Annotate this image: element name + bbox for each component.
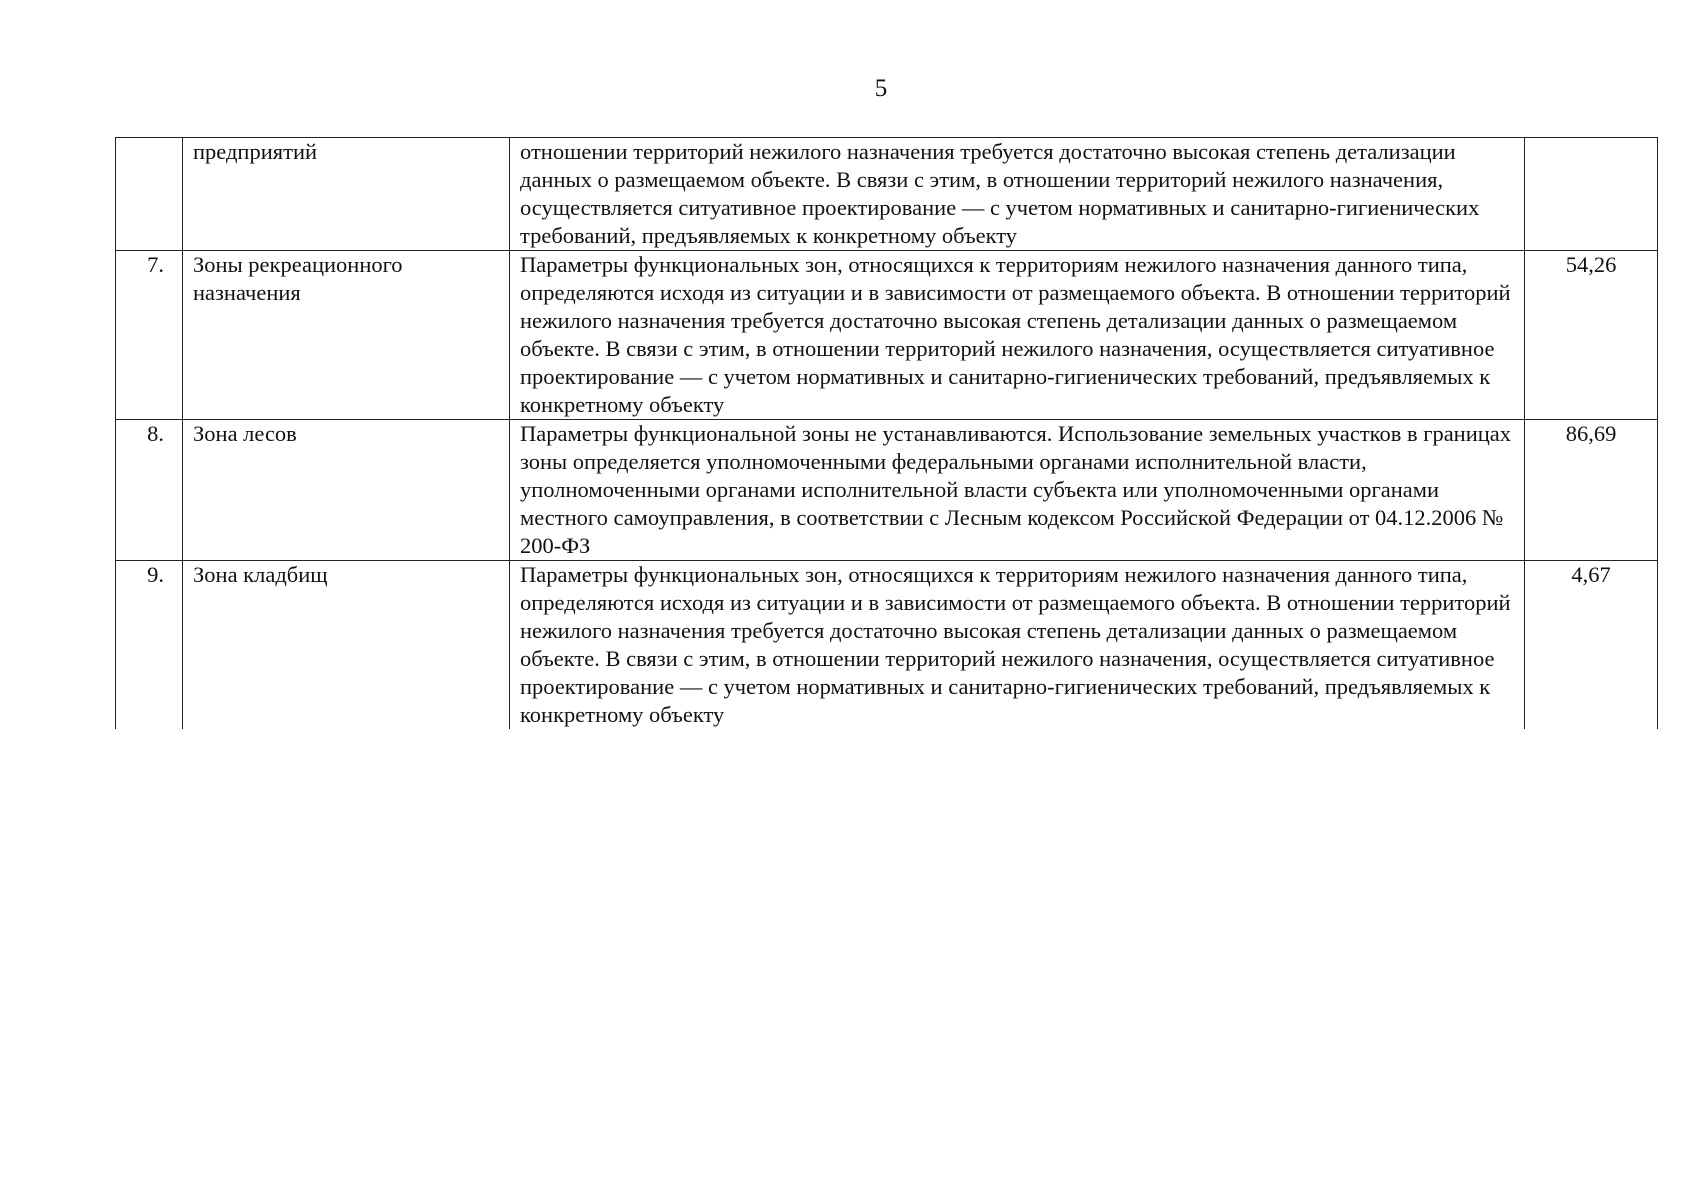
zone-area: 86,69 <box>1565 421 1617 446</box>
row-number-cell <box>116 251 183 420</box>
zone-name: предприятий <box>193 139 318 164</box>
zone-area: 54,26 <box>1565 252 1617 277</box>
zone-name-cell <box>183 251 510 420</box>
zone-area-cell <box>1525 561 1658 730</box>
zone-area-cell <box>1525 251 1658 420</box>
zone-description-cell <box>510 420 1525 561</box>
zone-area-cell <box>1525 420 1658 561</box>
row-number: 9. <box>147 562 164 587</box>
zone-name: Зона лесов <box>193 421 297 446</box>
table-row <box>116 420 1658 561</box>
zone-description: Параметры функциональной зоны не устанавливаются. Использование земельных участков в границах зоны определяется уполномоченными федеральными органами исполнительной власти, уполномоченными органами исполнительной власти субъекта или уполномоченными органами местного самоуправления, в соответствии с Лесным кодексом Российской Федерации от 04.12.2006 № 200-ФЗ <box>520 421 1512 558</box>
row-number-cell <box>116 420 183 561</box>
row-number-cell <box>116 138 183 251</box>
zone-area-cell <box>1525 138 1658 251</box>
zone-description: Параметры функциональных зон, относящихся к территориям нежилого назначения данного типа, определяются исходя из ситуации и в зависимости от размещаемого объекта. В отношении территорий нежилого назначения требуется достаточно высокая степень детализации данных о размещаемом объекте. В связи с этим, в отношении территорий нежилого назначения, осуществляется ситуативное проектирование — с учетом нормативных и санитарно-гигиенических требований, предъявляемых к конкретному объекту <box>520 562 1511 727</box>
zone-description-cell <box>510 138 1525 251</box>
zone-description: отношении территорий нежилого назначения требуется достаточно высокая степень детализации данных о размещаемом объекте. В связи с этим, в отношении территорий нежилого назначения, осуществляется ситуативное проектирование — с учетом нормативных и санитарно-гигиенических требований, предъявляемых к конкретному объекту <box>520 139 1480 248</box>
zone-name: Зона кладбищ <box>193 562 328 587</box>
zone-name-cell <box>183 138 510 251</box>
table-row <box>116 561 1658 730</box>
zone-area: 4,67 <box>1571 562 1611 587</box>
zone-name-cell <box>183 420 510 561</box>
table-row <box>116 251 1658 420</box>
row-number-cell <box>116 561 183 730</box>
zone-name-cell <box>183 561 510 730</box>
zone-name: Зоны рекреационного назначения <box>193 252 403 305</box>
page-number: 5 <box>874 75 888 102</box>
zones-table <box>115 137 1658 729</box>
zone-description-cell <box>510 561 1525 730</box>
table-row <box>116 138 1658 251</box>
zone-description-cell <box>510 251 1525 420</box>
row-number: 7. <box>147 252 164 277</box>
row-number: 8. <box>147 421 164 446</box>
zone-description: Параметры функциональных зон, относящихся к территориям нежилого назначения данного типа, определяются исходя из ситуации и в зависимости от размещаемого объекта. В отношении территорий нежилого назначения требуется достаточно высокая степень детализации данных о размещаемом объекте. В связи с этим, в отношении территорий нежилого назначения, осуществляется ситуативное проектирование — с учетом нормативных и санитарно-гигиенических требований, предъявляемых к конкретному объекту <box>520 252 1511 417</box>
